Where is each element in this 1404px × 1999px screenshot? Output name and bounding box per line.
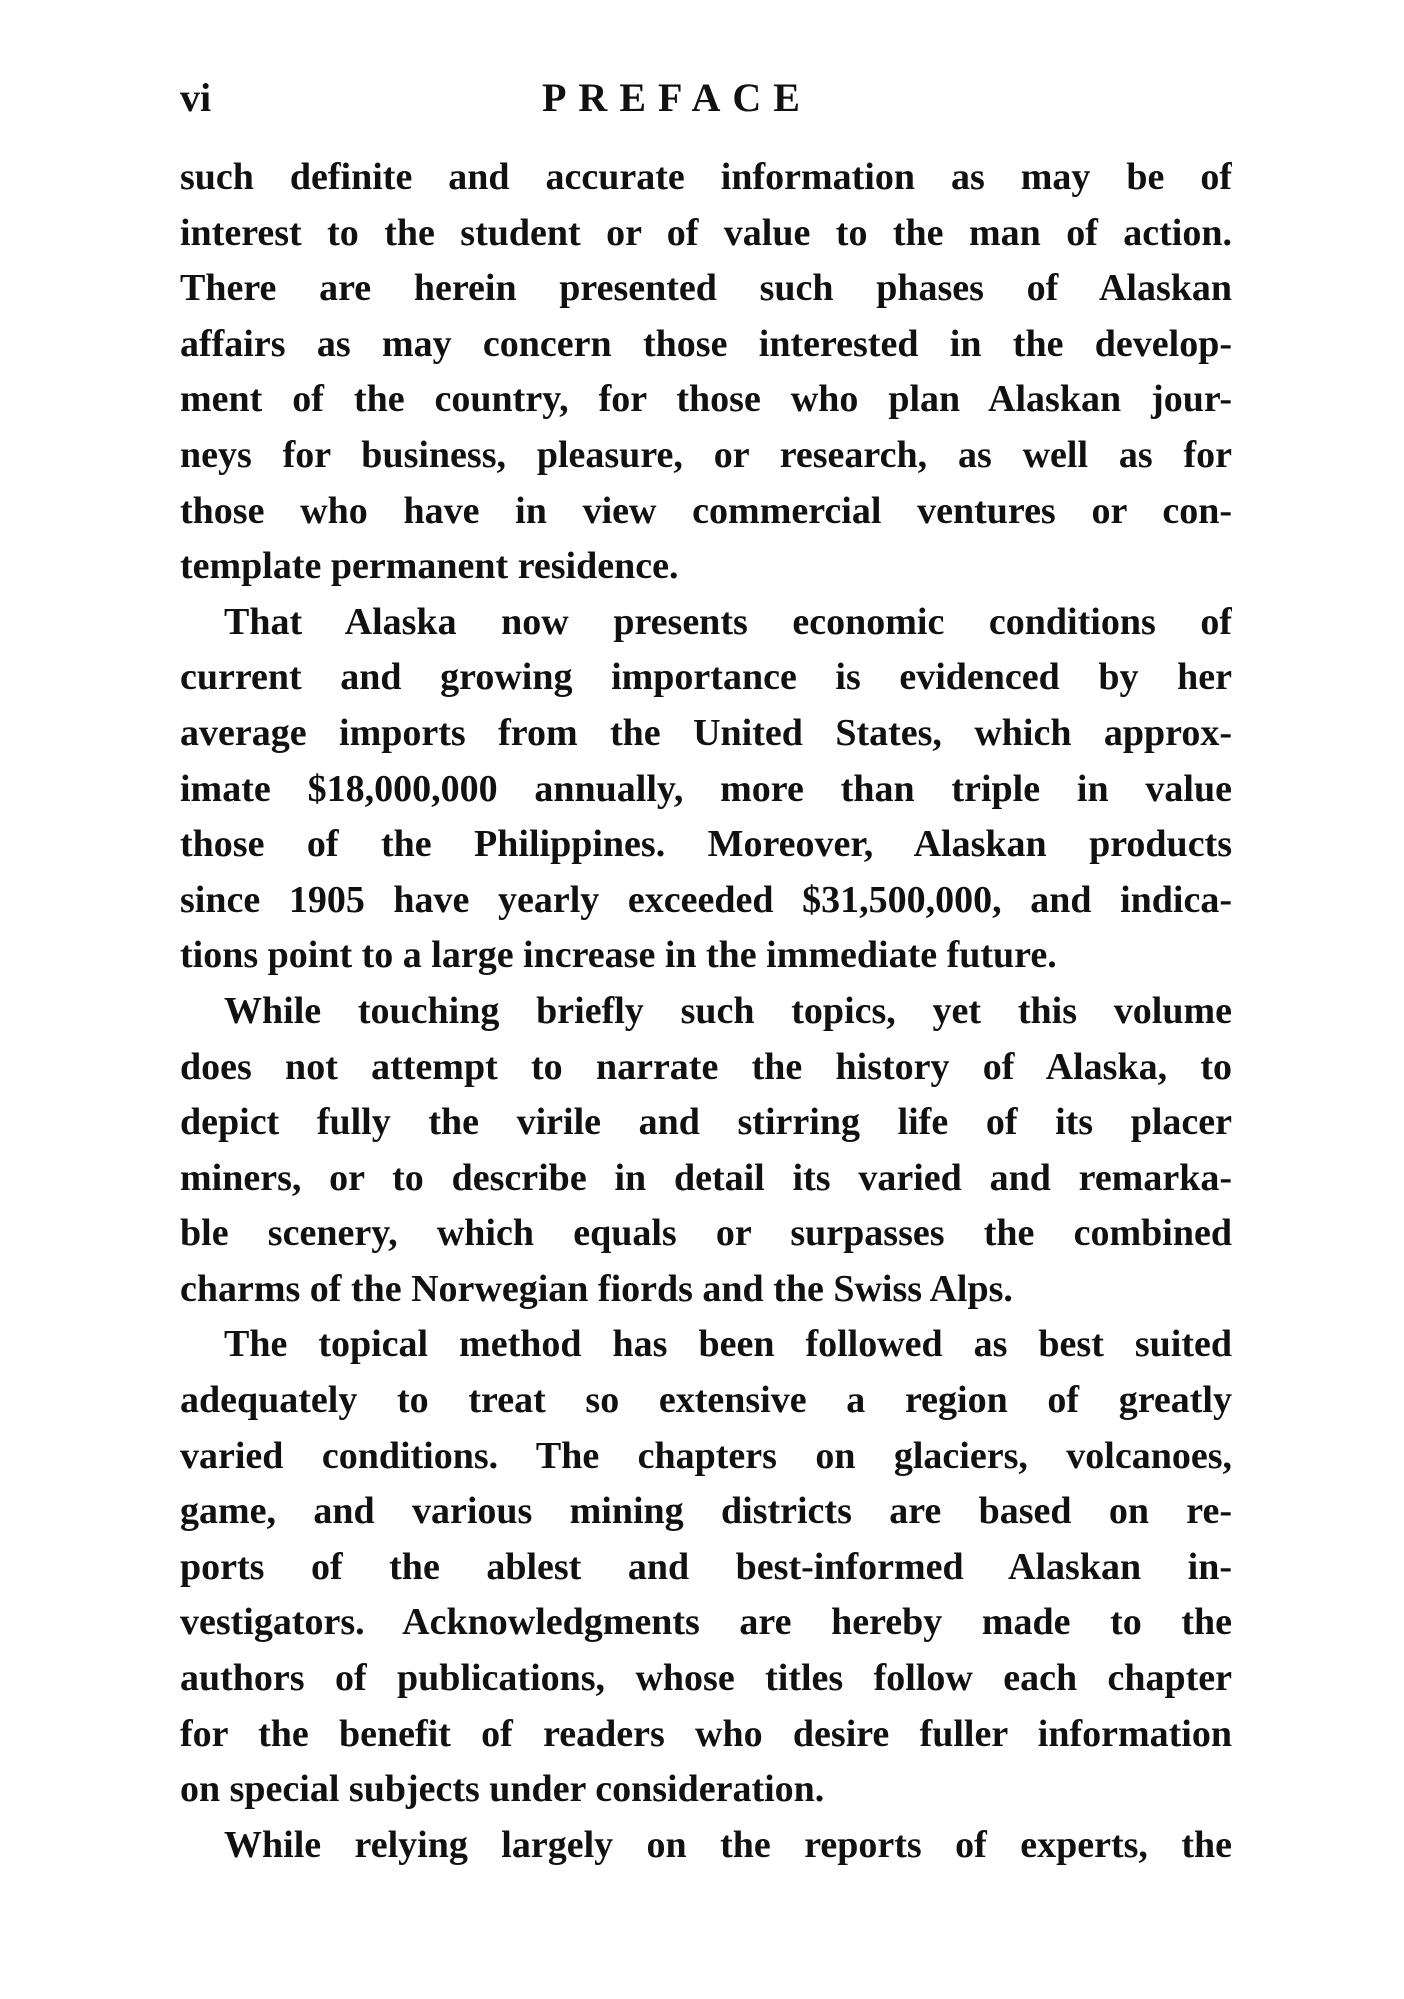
text-line: tions point to a large increase in the immediate future. xyxy=(180,934,1057,977)
text-line: those of the Philippines. Moreover, Alaskan products xyxy=(180,823,1232,866)
text-line: The topical method has been followed as best suited xyxy=(224,1323,1232,1366)
text-line: There are herein presented such phases of Alaskan xyxy=(180,267,1232,310)
text-line: neys for business, pleasure, or research, as well as for xyxy=(180,433,1232,476)
text-line: charms of the Norwegian fiords and the Swiss Alps. xyxy=(180,1267,1013,1310)
text-line: current and growing importance is evidenced by her xyxy=(180,656,1232,699)
text-line: such definite and accurate information as may be of xyxy=(180,156,1232,198)
text-line: vestigators. Acknowledgments are hereby made to the xyxy=(180,1601,1232,1644)
text-line: for the benefit of readers who desire fuller information xyxy=(180,1712,1232,1755)
page-number: vi xyxy=(180,75,212,120)
text-line: affairs as may concern those interested in the develop- xyxy=(180,322,1232,365)
text-line: ports of the ablest and best-informed Alaskan in- xyxy=(180,1545,1232,1588)
text-line: varied conditions. The chapters on glaciers, volcanoes, xyxy=(180,1434,1232,1477)
text-line: ble scenery, which equals or surpasses the combined xyxy=(180,1212,1232,1255)
text-line: ment of the country, for those who plan Alaskan jour- xyxy=(180,378,1232,421)
text-line: game, and various mining districts are based on re- xyxy=(180,1490,1232,1533)
text-line: authors of publications, whose titles follow each chapter xyxy=(180,1657,1232,1700)
text-line: interest to the student or of value to the man of action. xyxy=(180,211,1232,254)
text-line: template permanent residence. xyxy=(180,545,679,588)
page-header xyxy=(180,68,1232,128)
text-line: does not attempt to narrate the history of Alaska, to xyxy=(180,1045,1232,1088)
text-line: While touching briefly such topics, yet this volume xyxy=(224,989,1232,1032)
text-line: since 1905 have yearly exceeded $31,500,000, and indica- xyxy=(180,878,1232,921)
text-line: depict fully the virile and stirring life of its placer xyxy=(180,1101,1232,1144)
text-line: those who have in view commercial ventures or con- xyxy=(180,489,1232,532)
text-line: That Alaska now presents economic conditions of xyxy=(224,600,1232,643)
running-head: PREFACE xyxy=(542,75,812,120)
text-line: on special subjects under consideration. xyxy=(180,1768,825,1811)
text-line: While relying largely on the reports of experts, the xyxy=(224,1823,1232,1866)
text-line: adequately to treat so extensive a region of greatly xyxy=(180,1379,1232,1422)
preface-text xyxy=(180,150,1232,1873)
text-line: average imports from the United States, which approx- xyxy=(180,711,1232,754)
text-line: imate $18,000,000 annually, more than triple in value xyxy=(180,767,1232,810)
text-line: miners, or to describe in detail its varied and remarka- xyxy=(180,1156,1232,1199)
